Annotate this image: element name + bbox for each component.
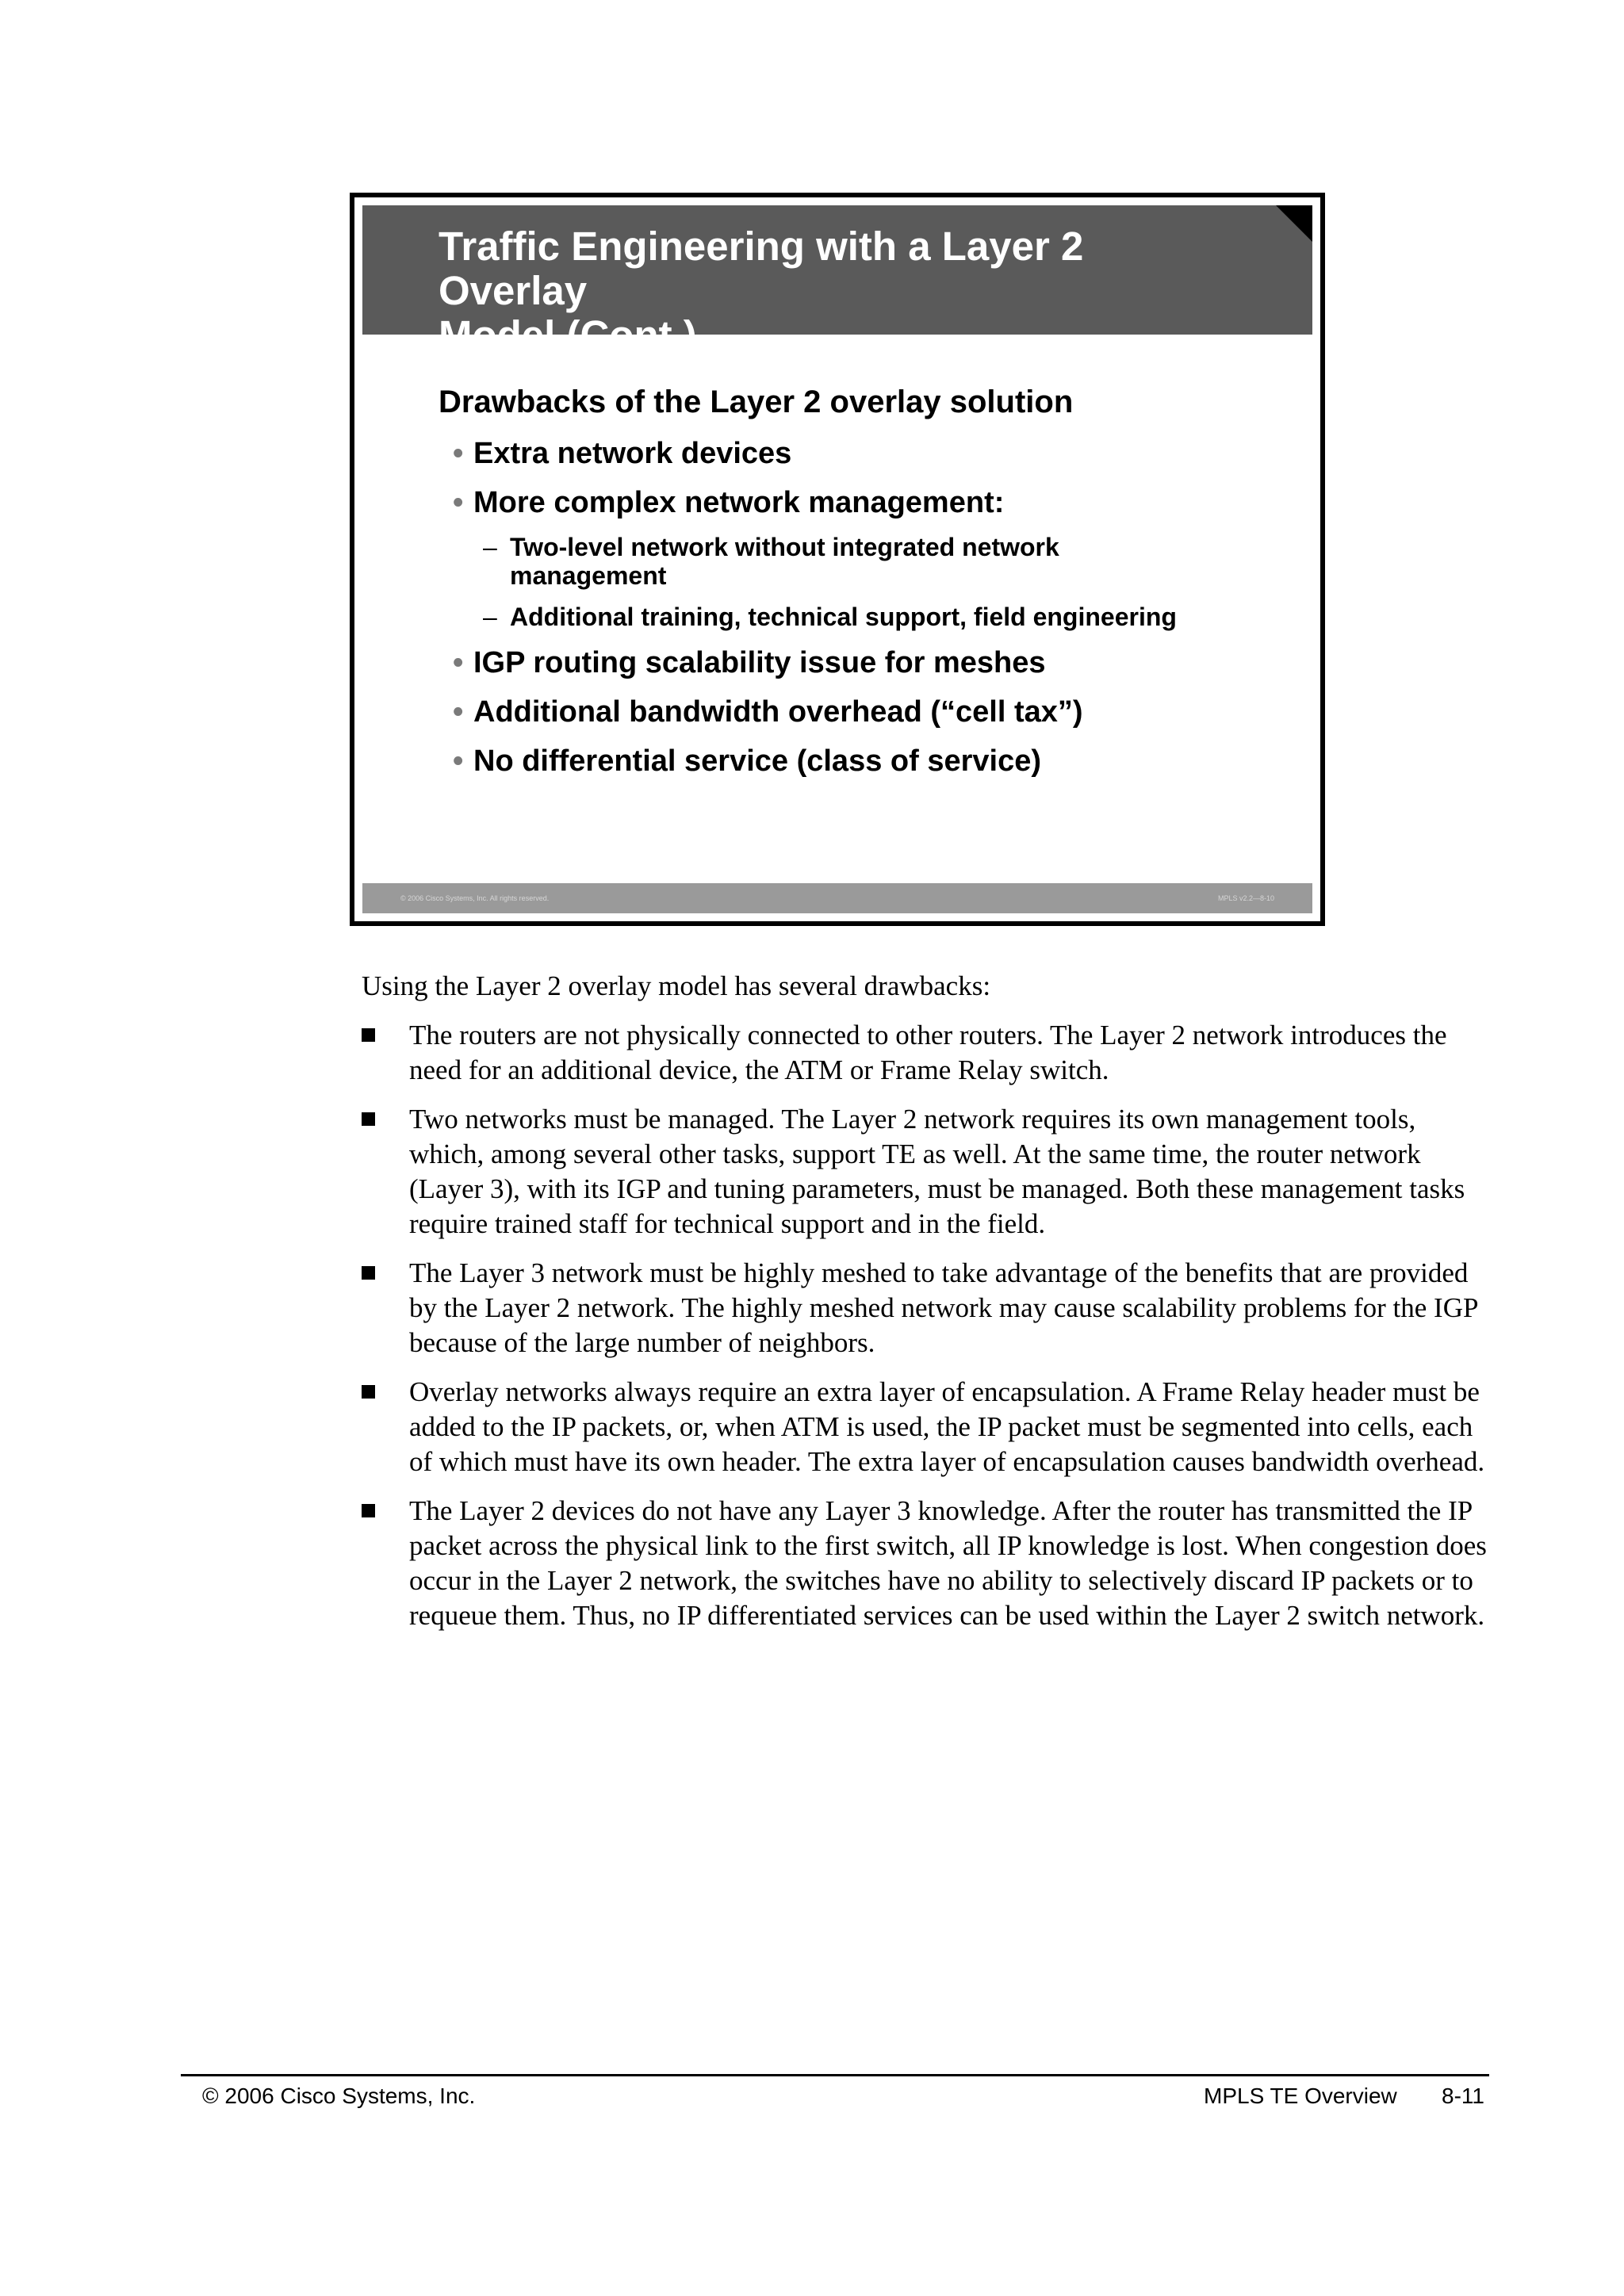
slide-canvas xyxy=(362,205,1312,913)
list-item xyxy=(362,1256,1488,1360)
slide-bullet-text: More complex network management: xyxy=(473,486,1005,519)
list-item xyxy=(362,1494,1488,1633)
slide-sub-bullet-text: Two-level network without integrated network management xyxy=(510,533,1059,590)
list-item-text: The Layer 3 network must be highly meshed to take advantage of the benefits that are provided by the Layer 2 network. The highly meshed network may cause scalability problems for the IGP because of the large number of neighbors. xyxy=(409,1257,1478,1358)
list-item xyxy=(362,1102,1488,1242)
slide-footer-copyright: © 2006 Cisco Systems, Inc. All rights reserved. xyxy=(400,894,550,902)
square-bullet-icon xyxy=(362,1028,375,1042)
slide-bullet-text: IGP routing scalability issue for meshes xyxy=(473,646,1046,679)
slide-sub-bullet xyxy=(439,533,1144,590)
footer-page-number: 8-11 xyxy=(1442,2084,1484,2108)
footer-section-title: MPLS TE Overview xyxy=(1204,2084,1397,2108)
square-bullet-icon xyxy=(362,1385,375,1399)
slide-corner-mark xyxy=(1276,205,1312,242)
slide-bullet-text: Extra network devices xyxy=(473,437,792,470)
slide-body xyxy=(439,382,1279,779)
bullet-dot-icon: • xyxy=(453,695,464,729)
square-bullet-icon xyxy=(362,1112,375,1126)
slide-bullet-text: No differential service (class of service) xyxy=(473,744,1041,778)
slide-heading: Drawbacks of the Layer 2 overlay solution xyxy=(439,385,1074,419)
slide-title-bar xyxy=(362,205,1312,358)
slide-bullet-text: Additional bandwidth overhead (“cell tax”) xyxy=(473,695,1083,729)
slide-frame xyxy=(350,193,1325,926)
list-item-text: Two networks must be managed. The Layer 2 network requires its own management tools, which, among several other tasks, support TE as well. At the same time, the router network (Layer 3), with its IGP and tuning parameters, must be managed. Both these management tasks require trained staff for technical support and in the field. xyxy=(409,1104,1465,1239)
list-item-text: The Layer 2 devices do not have any Layer 3 knowledge. After the router has transmitted the IP packet across the physical link to the first switch, all IP knowledge is lost. When congestion does occur in the Layer 2 network, the switches have no ability to selectively discard IP packets or to requeue them. Thus, no IP differentiated services can be used within the Layer 2 switch network. xyxy=(409,1495,1487,1631)
body-text xyxy=(362,969,1488,1647)
bullet-dot-icon: • xyxy=(453,744,464,778)
list-item xyxy=(362,1018,1488,1088)
sub-bullet-dash-icon: – xyxy=(483,603,497,631)
list-item xyxy=(362,1375,1488,1479)
sub-bullet-dash-icon: – xyxy=(483,533,497,561)
slide-title: Traffic Engineering with a Layer 2 Overlay Model (Cont.) xyxy=(439,224,1084,358)
slide-footer-id: MPLS v2.2—8-10 xyxy=(1217,894,1274,902)
list-item-text: The routers are not physically connected to other routers. The Layer 2 network introduces the need for an additional device, the ATM or Frame Relay switch. xyxy=(409,1020,1447,1085)
slide-bullet xyxy=(439,645,1279,680)
square-bullet-icon xyxy=(362,1504,375,1517)
list-item-text: Overlay networks always require an extra layer of encapsulation. A Frame Relay header must be added to the IP packets, or, when ATM is used, the IP packet must be segmented into cells, each of which must have its own header. The extra layer of encapsulation causes bandwidth overhead. xyxy=(409,1376,1485,1477)
slide-sub-bullet-text: Additional training, technical support, field engineering xyxy=(510,603,1177,631)
bullet-dot-icon: • xyxy=(453,486,464,519)
footer-rule xyxy=(181,2074,1489,2076)
bullet-dot-icon: • xyxy=(453,646,464,679)
intro-paragraph: Using the Layer 2 overlay model has several drawbacks: xyxy=(362,970,991,1001)
square-bullet-icon xyxy=(362,1266,375,1280)
slide-bullet xyxy=(439,485,1279,520)
slide-bullet xyxy=(439,436,1279,471)
bullet-dot-icon: • xyxy=(453,437,464,470)
slide-footer-bar xyxy=(362,883,1312,913)
footer-copyright: © 2006 Cisco Systems, Inc. xyxy=(202,2084,476,2108)
slide-sub-bullet xyxy=(439,603,1279,631)
slide-bullet xyxy=(439,744,1279,779)
slide-bullet xyxy=(439,695,1279,729)
